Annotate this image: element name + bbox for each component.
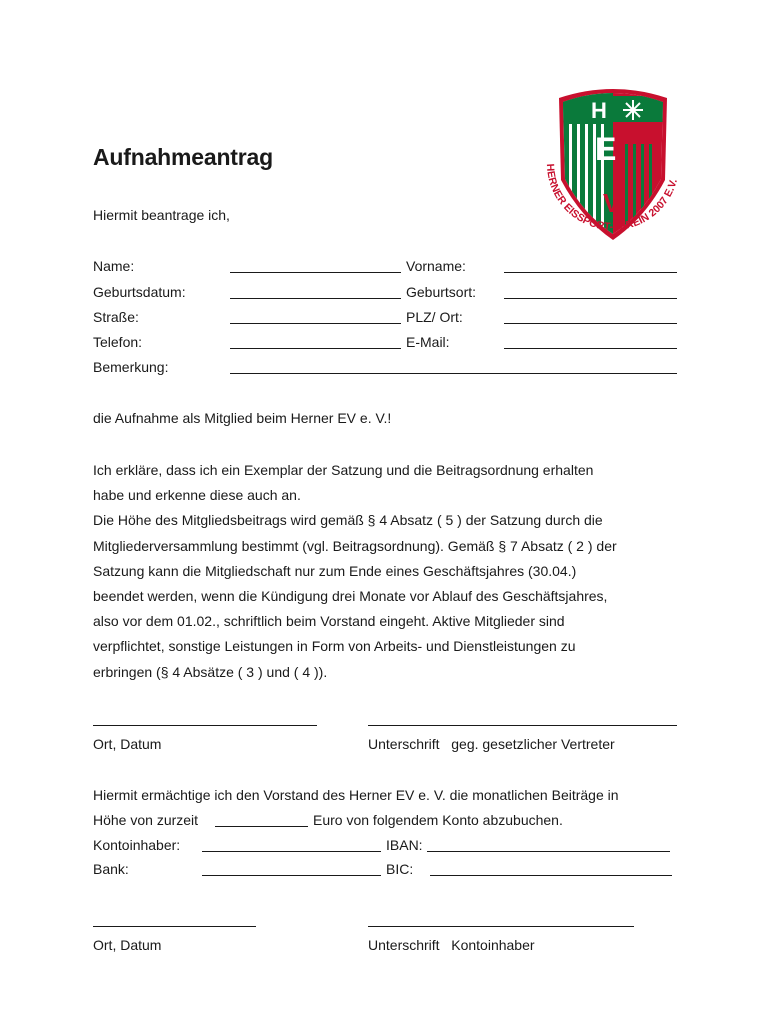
declaration-line: Mitgliederversammlung bestimmt (vgl. Beitragsordnung). Gemäß § 7 Absatz ( 2 ) der xyxy=(93,537,617,554)
club-logo xyxy=(533,84,693,244)
membership-text: die Aufnahme als Mitglied beim Herner EV e. V.! xyxy=(93,410,392,426)
name-label: Name: xyxy=(93,258,135,274)
mandate-text: Hiermit ermächtige ich den Vorstand des Herner EV e. V. die monatlichen Beiträge in xyxy=(93,787,619,803)
declaration-line: also vor dem 01.02., schriftlich beim Vorstand eingeht. Aktive Mitglieder sind xyxy=(93,613,565,630)
svg-text:E: E xyxy=(595,131,617,167)
vorname-label: Vorname: xyxy=(406,258,466,274)
email-field[interactable] xyxy=(504,348,677,349)
signature-line-1[interactable] xyxy=(368,725,677,726)
plz-ort-label: PLZ/ Ort: xyxy=(406,309,463,325)
account-holder-label: Kontoinhaber: xyxy=(93,837,181,853)
declaration-line: erbringen (§ 4 Absätze ( 3 ) und ( 4 )). xyxy=(93,663,328,680)
mandate-amount-suffix: Euro von folgendem Konto abzubuchen. xyxy=(313,812,563,828)
bank-field[interactable] xyxy=(202,875,381,876)
name-field[interactable] xyxy=(230,272,401,273)
logo-ring-text: HERNER EISSPORT-VEREIN 2007 E.V. xyxy=(543,163,680,234)
email-label: E-Mail: xyxy=(406,334,450,350)
bic-label: BIC: xyxy=(386,861,414,877)
place-date-label-2: Ort, Datum xyxy=(93,937,162,953)
geburtsdatum-label: Geburtsdatum: xyxy=(93,284,186,300)
telefon-field[interactable] xyxy=(230,348,401,349)
plz-ort-field[interactable] xyxy=(504,323,677,324)
amount-field[interactable] xyxy=(215,826,308,827)
geburtsort-label: Geburtsort: xyxy=(406,284,477,300)
vorname-field[interactable] xyxy=(504,272,677,273)
declaration-line: habe und erkenne diese auch an. xyxy=(93,487,301,504)
place-date-line-2[interactable] xyxy=(93,926,256,927)
declaration-line: Ich erkläre, dass ich ein Exemplar der Satzung und die Beitragsordnung erhalten xyxy=(93,462,594,478)
svg-text:H: H xyxy=(591,98,607,123)
declaration-line: beendet werden, wenn die Kündigung drei Monate vor Ablauf des Geschäftsjahres, xyxy=(93,588,608,605)
telefon-label: Telefon: xyxy=(93,334,143,350)
declaration-paragraph xyxy=(93,458,713,685)
signature-label-1: Unterschrift geg. gesetzlicher Vertreter xyxy=(368,736,615,752)
iban-label: IBAN: xyxy=(386,837,423,853)
mandate-amount-prefix: Höhe von zurzeit xyxy=(93,812,199,828)
snowflake-icon xyxy=(623,100,643,120)
intro-text: Hiermit beantrage ich, xyxy=(93,207,230,223)
declaration-line: verpflichtet, sonstige Leistungen in Form von Arbeits- und Dienstleistungen zu xyxy=(93,638,576,655)
strasse-label: Straße: xyxy=(93,309,139,325)
iban-field[interactable] xyxy=(427,851,670,852)
place-date-line-1[interactable] xyxy=(93,725,317,726)
account-holder-field[interactable] xyxy=(202,851,381,852)
declaration-line: Die Höhe des Mitgliedsbeitrags wird gemäß § 4 Absatz ( 5 ) der Satzung durch die xyxy=(93,512,603,529)
page-title: Aufnahmeantrag xyxy=(93,144,273,170)
bemerkung-label: Bemerkung: xyxy=(93,359,169,375)
svg-text:V: V xyxy=(603,188,621,218)
geburtsort-field[interactable] xyxy=(504,298,677,299)
declaration-line: Satzung kann die Mitgliedschaft nur zum Ende eines Geschäftsjahres (30.04.) xyxy=(93,562,577,579)
place-date-label-1: Ort, Datum xyxy=(93,736,162,752)
strasse-field[interactable] xyxy=(230,323,401,324)
signature-line-2[interactable] xyxy=(368,926,634,927)
bic-field[interactable] xyxy=(430,875,672,876)
geburtsdatum-field[interactable] xyxy=(230,298,401,299)
signature-label-2: Unterschrift Kontoinhaber xyxy=(368,937,535,953)
bank-label: Bank: xyxy=(93,861,129,877)
bemerkung-field[interactable] xyxy=(230,373,677,374)
